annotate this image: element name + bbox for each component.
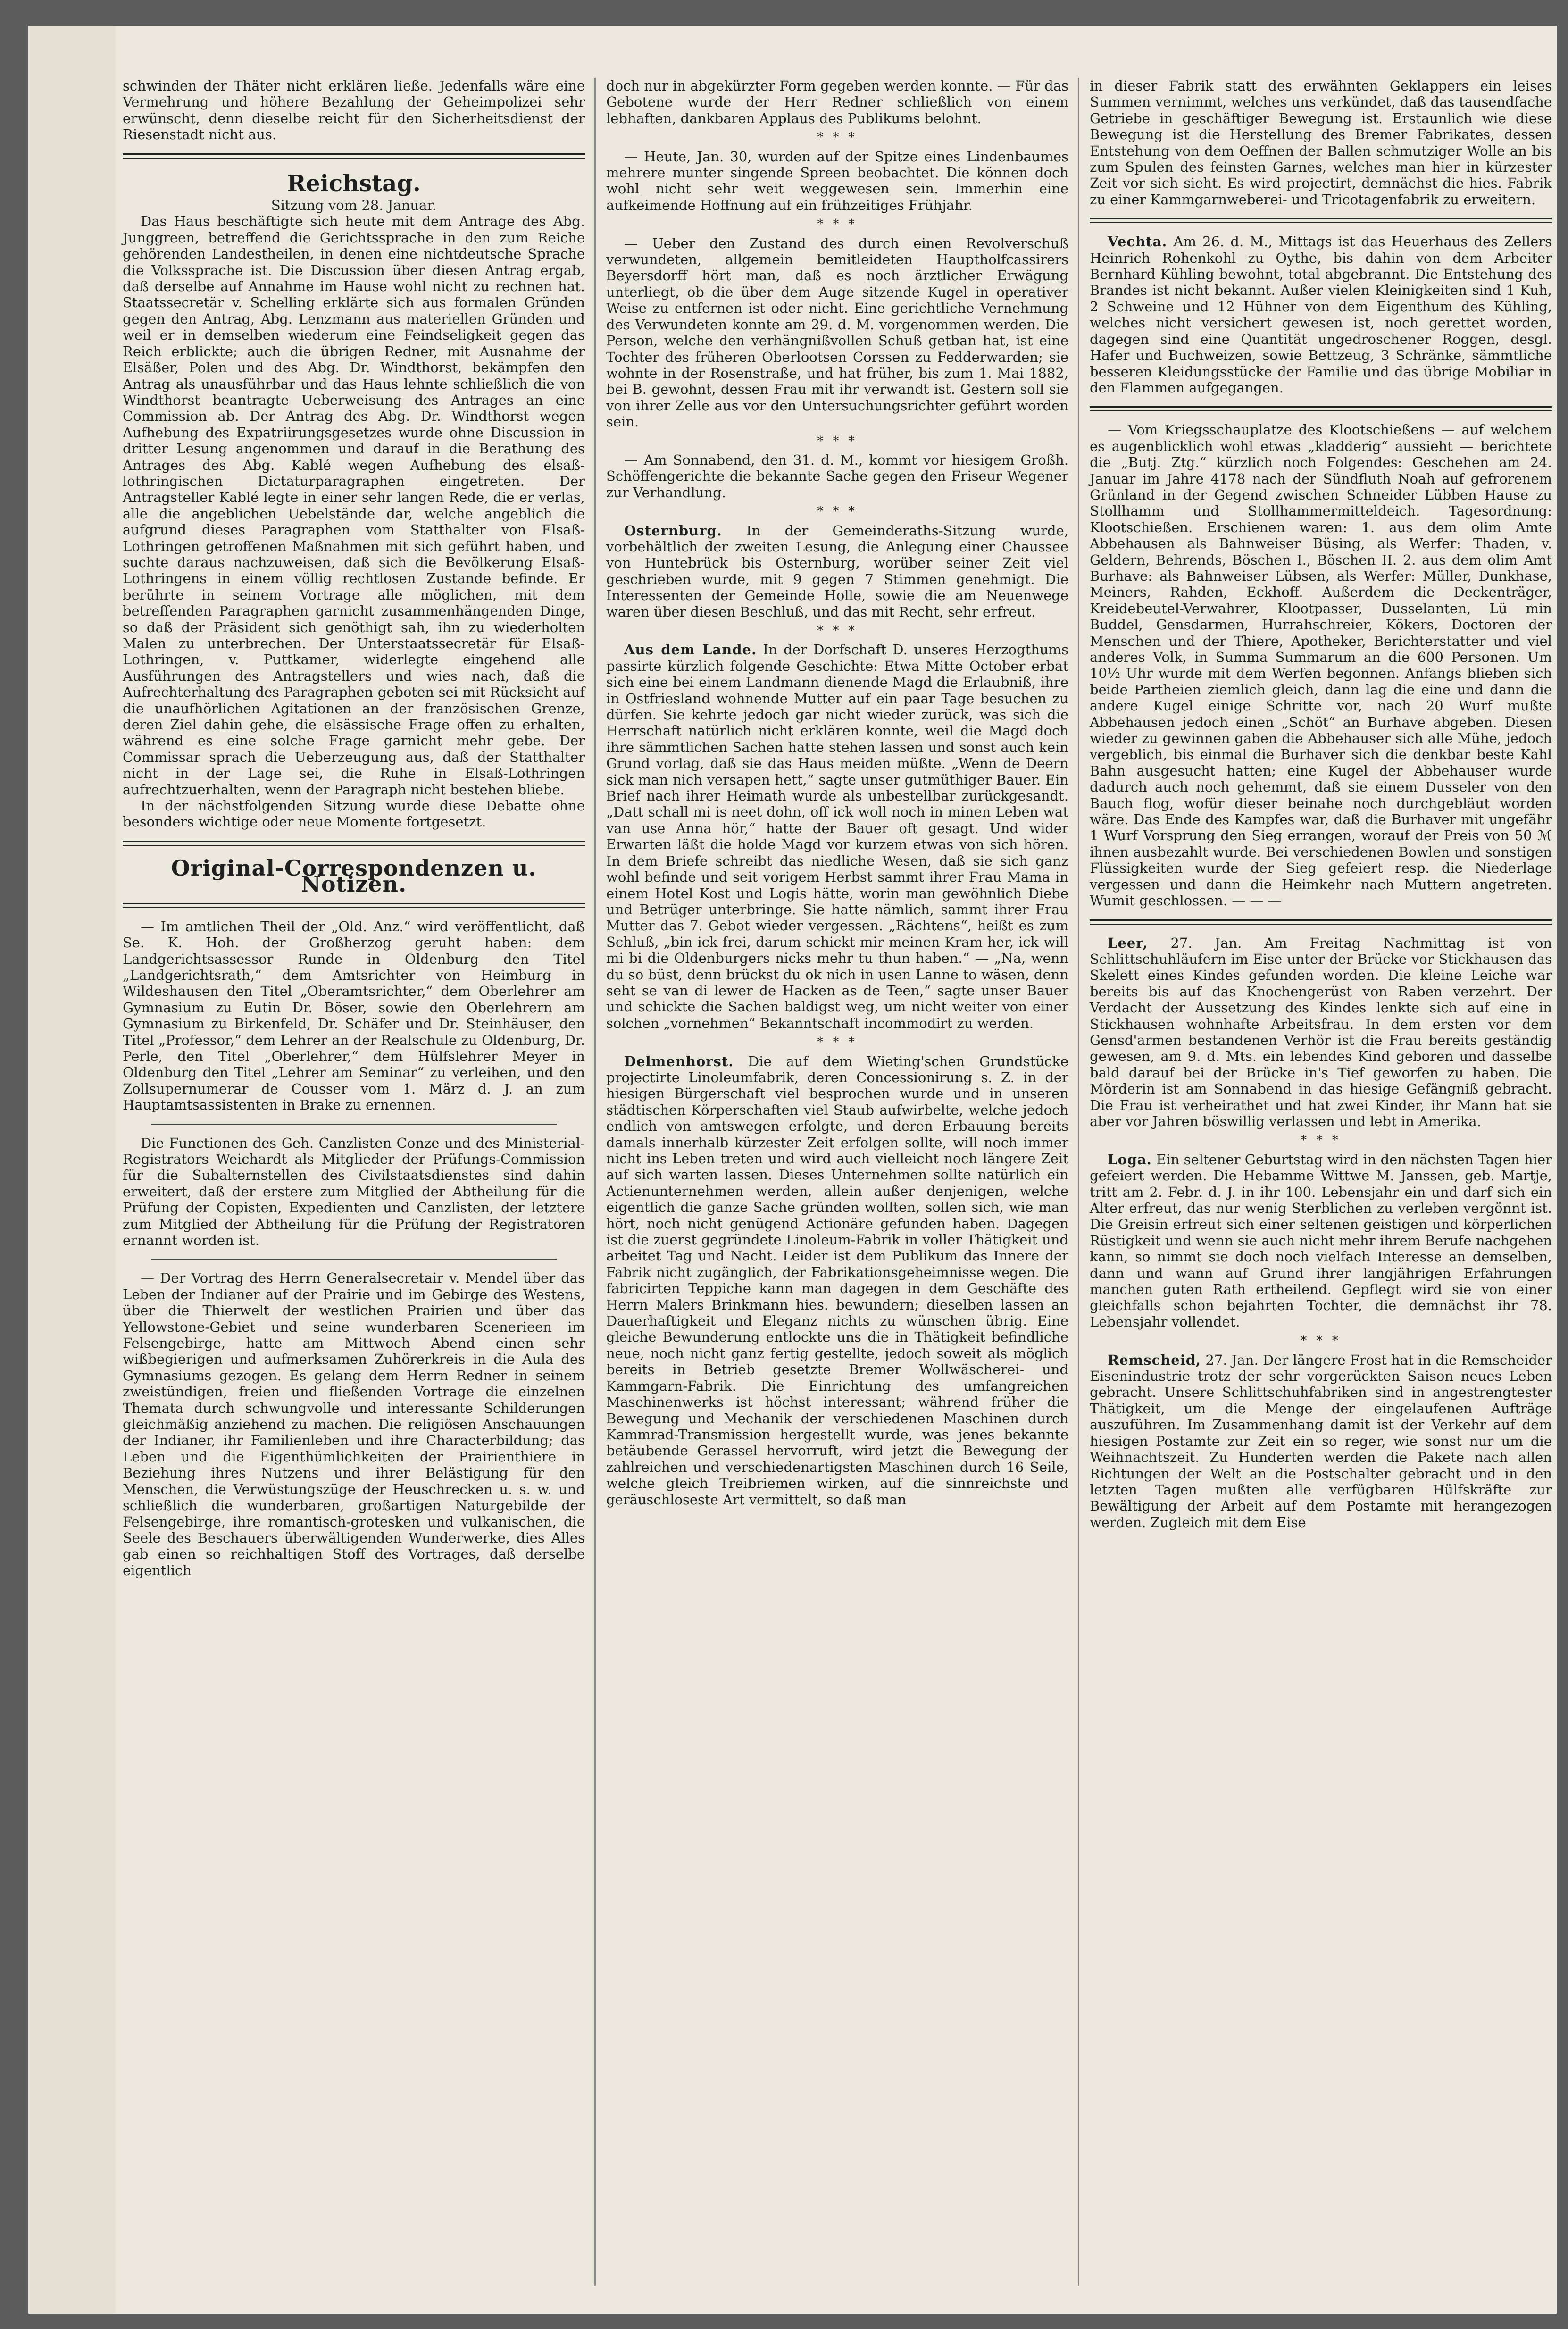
- section-divider: [123, 153, 585, 159]
- reichstag-paragraph: In der nächstfolgenden Sitzung wurde diese Debatte ohne besonders wichtige oder neue Momente fortgesetzt.: [123, 798, 585, 830]
- notice-paragraph: — Heute, Jan. 30, wurden auf der Spitze eines Lindenbaumes mehrere munter singende Spreen beobachtet. Die können doch wohl nicht sehr weit weggewesen sein. Immerhin eine aufkeimende Hoffnung auf ein frühzeitiges Frühjahr.: [606, 148, 1068, 213]
- star-separator: * * *: [817, 217, 858, 232]
- place-name: Leer,: [1108, 935, 1148, 951]
- article-continuation: in dieser Fabrik statt des erwähnten Geklappers ein leises Summen vernimmt, welches uns verkündet, daß das tausendfache Getriebe in geschäftiger Bewegung ist. Erstaunlich wie diese Bewegung ist die Herstellung des Bremer Fabrikates, dessen Entstehung von dem Oeffnen der Ballen schmutziger Wolle an bis zum Spulen des feinsten Garnes, welches man hier in kürzester Zeit vor sich sieht. Es wird projectirt, demnächst die hies. Fabrik zu einer Kammgarnweberei- und Tricotagenfabrik zu erweitern.: [1090, 78, 1552, 208]
- vechta-article: [1090, 234, 1552, 396]
- place-name: Remscheid,: [1108, 1352, 1201, 1368]
- article-text: 27. Jan. Der längere Frost hat in die Remscheider Eisenindustrie trotz der sehr vorgerückten Saison neues Leben gebracht. Unsere Schlittschuhfabriken sind in angestrengtester Thätigkeit, um die Menge der eingelaufenen Aufträge auszuführen. Im Zusammenhang damit ist der Verkehr auf dem hiesigen Postamte zur Zeit ein so reger, wie sonst nur um die Weihnachtszeit. Zu Hunderten werden die Pakete nach allen Richtungen der Welt an die Postschalter gebracht und in den letzten Tagen mußten alle verfügbaren Hülfskräfte zur Bewältigung der Arbeit auf dem Postamte mit herangezogen werden. Zugleich mit dem Eise: [1090, 1352, 1552, 1530]
- page-margin: [28, 26, 116, 2314]
- article-continuation: doch nur in abgekürzter Form gegeben werden konnte. — Für das Gebotene wurde der Herr Redner schließlich von einem lebhaften, dankbaren Applaus des Publikums belohnt.: [606, 78, 1068, 126]
- reichstag-heading: Reichstag.: [287, 170, 421, 197]
- place-name: Loga.: [1108, 1151, 1152, 1168]
- article-continuation: schwinden der Thäter nicht erklären ließe. Jedenfalls wäre eine Vermehrung und höhere Bezahlung der Geheimpolizei sehr erwünscht, denn dieselbe reicht für den Sicherheitsdienst der Riesenstadt nicht aus.: [123, 78, 585, 143]
- column-3: [1090, 78, 1552, 1530]
- remscheid-article: [1090, 1352, 1552, 1530]
- newspaper-page: [28, 26, 1557, 2314]
- star-separator: * * *: [1301, 1133, 1341, 1148]
- article-text: Am 26. d. M., Mittags ist das Heuerhaus des Zellers Heinrich Rohenkohl zu Oythe, bis dahin von dem Arbeiter Bernhard Kühling bewohnt, total abgebrannt. Die Entstehung des Brandes ist nicht bekannt. Außer vielen Kleinigkeiten sind 1 Kuh, 2 Schweine und 12 Hühner von dem Eigenthum des Kühling, welches nicht versichert gewesen ist, noch gerettet worden, dagegen sind eine Quantität ungedroschener Roggen, desgl. Hafer und Buchweizen, sowie Bettzeug, 3 Schränke, sämmtliche besseren Kleidungsstücke der Familie und das übrige Mobiliar in den Flammen aufgegangen.: [1090, 234, 1552, 396]
- column-separator: [594, 78, 596, 2286]
- article-text: 27. Jan. Am Freitag Nachmittag ist von Schlittschuhläufern im Eise unter der Brücke vor Stickhausen das Skelett eines Kindes gefunden worden. Die kleine Leiche war bereits bis auf das Knochengerüst von Raben verzehrt. Der Verdacht der Aussetzung des Kindes lenkte sich auf eine in Stickhausen wohnhafte Arbeitsfrau. In dem ersten vor dem Gensd'armen bestandenen Verhör ist die Frau bereits geständig gewesen, am 9. d. Mts. ein lebendes Kind geboren und dasselbe bald darauf bei der Brücke in's Tief geworfen zu haben. Die Mörderin ist am Sonnabend in das hiesige Gefängniß gebracht. Die Frau ist verheirathet und hat zwei Kinder, ihr Mann hat sie aber vor Jahren böswillig verlassen und lebt in Amerika.: [1090, 935, 1552, 1129]
- section-divider: [123, 903, 585, 908]
- reichstag-paragraph: Das Haus beschäftigte sich heute mit dem Antrage des Abg. Junggreen, betreffend die Gerichtssprache in den zum Reiche gehörenden Landestheilen, in denen eine nichtdeutsche Sprache die Volkssprache ist. Die Discussion über diesen Antrag ergab, daß derselbe auf Annahme im Hause wohl nicht zu rechnen hat. Staatssecretär v. Schelling erklärte sich aus formalen Gründen gegen den Antrag, Abg. Lenzmann aus materiellen Gründen und weil er in demselben wiederum eine Feindseligkeit gegen das Reich erblickte; auch die übrigen Redner, mit Ausnahme der Elsäßer, Polen und des Abg. Dr. Windthorst, bekämpfen den Antrag als unausführbar und das Haus lehnte schließlich die von Windthorst beantragte Ueberweisung des Antrages an eine Commission ab. Der Antrag des Abg. Dr. Windthorst wegen Aufhebung des Expatriirungsgesetzes wurde ohne Discussion in dritter Lesung angenommen und darauf in die Berathung des Antrages des Abg. Kablé wegen Aufhebung des elsaß-lothringischen Dictaturparagraphen eingetreten. Der Antragsteller Kablé legte in einer sehr langen Rede, die er verlas, alle die angeblichen Uebelstände dar, welche angeblich die aufgrund dieses Paragraphen vom Statthalter von Elsaß-Lothringen getroffenen Maßnahmen mit sich geführt haben, und suchte daraus nachzuweisen, daß sich die Bevölkerung Elsaß-Lothringens in einem völlig rechtlosen Zustande befinde. Er berührte in seinem Vortrage alle möglichen, mit dem betreffenden Paragraphen garnicht zusammenhängenden Dinge, so daß der Präsident sich genöthigt sah, ihn zu wiederholten Malen zu unterbrechen. Der Unterstaatssecretär für Elsaß-Lothringen, v. Puttkamer, widerlegte eingehend alle Ausführungen des Antragstellers und wies nach, daß die Aufrechterhaltung des Paragraphen geboten sei mit Rücksicht auf die unaufhörlichen Agitationen an der französischen Grenze, deren Ziel dahin gehe, die elsässische Frage offen zu erhalten, während es eine solche Frage garnicht mehr gebe. Der Commissar sprach die Ueberzeugung aus, daß der Statthalter nicht in der Lage sei, die Ruhe in Elsaß-Lothringen aufrechtzuerhalten, wenn der Paragraph nicht bestehen bliebe.: [123, 213, 585, 798]
- star-separator: * * *: [817, 434, 858, 448]
- article-text: In der Dorfschaft D. unseres Herzogthums passirte kürzlich folgende Geschichte: Etwa Mitte October erbat sich eine bei einem Landmann dienende Magd die Erlaubniß, ihre in Ostfriesland wohnende Mutter auf ein paar Tage besuchen zu dürfen. Sie kehrte jedoch gar nicht wieder zurück, was sich die Herrschaft natürlich nicht erklären konnte, weil die Magd doch ihre sämmtlichen Sachen hatte stehen lassen und sonst auch kein Grund vorlag, daß sie das Haus meiden müßte. „Wenn de Deern sick man nich versapen hett,“ sagte unser gutmüthiger Bauer. Ein Brief nach ihrer Heimath wurde als unbestellbar zurückgesandt. „Datt schall mi is neet dohn, off ick woll noch in minen Leben wat van use Anna hör,“ hatte der Bauer oft gesagt. Und wider Erwarten läßt die holde Magd vor kurzem etwas von sich hören. In dem Briefe schreibt das niedliche Wesen, daß sie sich ganz wohl befinde und seit vorigem Herbst sammt ihrer Frau Mama in einem Hotel Kost und Logis hätte, worin man gewöhnlich Diebe und Betrüger unterbringe. Sie hatte nämlich, sammt ihrer Frau Mutter das 7. Gebot wieder vergessen. „Rächtens“, heißt es zum Schluß, „bin ick frei, darum schickt mir meinen Kram her, ick will mi bi die Oldenburgers nicks mehr tu thun haben.“ — „Na, wenn du so büst, denn brückst du ok nich in usen Lanne to wäsen, denn seht se van di lewer de Hacken as de Teen,“ sagte unser Bauer und schickte die Sachen baldigst weg, um nicht weiter von einer solchen „vornehmen“ Bekanntschaft incommodirt zu werden.: [606, 642, 1068, 1031]
- star-separator: * * *: [817, 1035, 858, 1050]
- leer-article: [1090, 935, 1552, 1130]
- delmenhorst-article: [606, 1053, 1068, 1508]
- lande-article: [606, 642, 1068, 1031]
- place-name: Osternburg.: [624, 522, 722, 539]
- place-name: Delmenhorst.: [624, 1053, 734, 1069]
- column-2: [606, 78, 1068, 1508]
- notice-paragraph: — Am Sonnabend, den 31. d. M., kommt vor hiesigem Großh. Schöffengerichte die bekannte Sache gegen den Friseur Wegener zur Verhandlung.: [606, 451, 1068, 501]
- section-divider: [1090, 919, 1552, 925]
- section-divider: [1090, 406, 1552, 411]
- column-separator: [1078, 78, 1079, 2286]
- correspondence-heading: Original-Correspondenzen u. Notizen.: [171, 855, 537, 897]
- notice-paragraph: — Ueber den Zustand des durch einen Revolverschuß verwundeten, allgemein bemitleideten Hauptholfcassirers Beyersdorff hört man, daß es noch ärztlicher Erwägung unterliegt, ob die über dem Auge sitzende Kugel in operativer Weise zu entfernen ist oder nicht. Eine gerichtliche Vernehmung des Verwundeten konnte am 29. d. M. vorgenommen werden. Die Person, welche den verhängnißvollen Schuß getban hat, ist eine Tochter des früheren Oberlootsen Corssen zu Fedderwarden; sie wohnte in der Rosenstraße, und hat früher, bis zum 1. Mai 1882, bei B. gewohnt, dessen Frau mit ihr verwandt ist. Gestern soll sie von ihrer Zelle aus vor den Untersuchungsrichter geführt worden sein.: [606, 235, 1068, 430]
- article-text: In der Gemeinderaths-Sitzung wurde, vorbehältlich der zweiten Lesung, die Anlegung einer Chaussee von Huntebrück bis Osternburg, worüber seiner Zeit viel geschrieben wurde, mit 9 gegen 7 Stimmen genehmigt. Die Interessenten der Gemeinde Holle, sowie die am Neuenwege waren über diesen Beschluß, und das mit Recht, sehr erfreut.: [606, 522, 1069, 620]
- notice-paragraph: — Im amtlichen Theil der „Old. Anz.“ wird veröffentlicht, daß Se. K. Hoh. der Großherzog geruht haben: dem Landgerichtsassessor Runde in Oldenburg den Titel „Landgerichtsrath,“ dem Amtsrichter von Heimburg in Wildeshausen den Titel „Oberamtsrichter,“ dem Oberlehrer am Gymnasium zu Eutin Dr. Böser, sowie den Oberlehrern am Gymnasium zu Birkenfeld, Dr. Schäfer und Dr. Steinhäuser, den Titel „Professor,“ dem Lehrer an der Realschule zu Oldenburg, Dr. Perle, den Titel „Oberlehrer,“ dem Hülfslehrer Meyer in Oldenburg den Titel „Lehrer am Seminar“ zu verleihen, und den Zollsupernumerar de Cousser vom 1. März d. J. an zum Hauptamtsassistenten in Brake zu ernennen.: [123, 918, 585, 1113]
- osternburg-article: [606, 523, 1068, 620]
- place-name: Vechta.: [1108, 234, 1168, 250]
- reichstag-date: Sitzung vom 28. Januar.: [271, 197, 437, 214]
- loga-article: [1090, 1152, 1552, 1330]
- section-divider: [1090, 218, 1552, 223]
- article-text: Die auf dem Wieting'schen Grundstücke projectirte Linoleumfabrik, deren Concessionirung s. Z. in der hiesigen Bürgerschaft viel besprochen wurde und in unseren städtischen Körperschaften viel Staub aufwirbelte, welche jedoch endlich von amtswegen erfolgte, und deren Erbauung bereits damals innerhalb kürzester Zeit erfolgen sollte, will noch immer nicht ins Leben treten und wird auch vielleicht noch längere Zeit auf sich warten lassen. Dieses Unternehmen sollte natürlich ein Actienunternehmen werden, allein außer denjenigen, welche eigentlich die ganze Sache gründen wollten, sollen sich, wie man hört, noch nicht genügend Actionäre gefunden haben. Dagegen ist die zuerst gegründete Linoleum-Fabrik in voller Thätigkeit und arbeitet Tag und Nacht. Leider ist dem Publikum das Innere der Fabrik nicht zugänglich, der Fabrikationsgeheimnisse wegen. Die fabricirten Teppiche kann man dagegen in dem Geschäfte des Herrn Malers Brinkmann hies. bewundern; dieselben lassen an Dauerhaftigkeit und Eleganz nichts zu wünschen übrig. Eine gleiche Bewunderung entlockte uns die in Thätigkeit befindliche neue, noch nicht ganz fertig gestellte, jedoch soweit als möglich bereits in Betrieb gesetzte Bremer Wollwäscherei- und Kammgarn-Fabrik. Die Einrichtung des umfangreichen Maschinenwerks ist höchst interessant; während früher die Bewegung und Mechanik der verschiedenen Maschinen durch Kammrad-Transmission hergestellt wurde, was jenes bekannte betäubende Gerassel hervorruft, wird jetzt die Bewegung der zahlreichen und verschiedenartigsten Maschinen durch 16 Seile, welche gleich Treibriemen wirken, auf die sinnreichste und geräuschloseste Art vermittelt, so daß man: [606, 1053, 1068, 1508]
- kloot-article: — Vom Kriegsschauplatze des Klootschießens — auf welchem es augenblicklich wohl etwas „kladderig“ aussieht — berichtete die „Butj. Ztg.“ kürzlich noch Folgendes: Geschehen am 24. Januar im Jahre 4178 nach der Sündfluth Noah auf gefrorenem Grünland in der Gegend zwischen Schneider Lübben Hause zu Stollhamm und Stollhammermitteldeich. Tagesordnung: Klootschießen. Erschienen waren: 1. aus dem olim Amte Abbehausen als Bahnweiser Büsing, als Werfer: Thaden, v. Geldern, Behrends, Böschen I., Böschen II. 2. aus dem olim Amt Burhave: als Bahnweiser Lübsen, als Werfer: Müller, Dunkhase, Meiners, Rahden, Eckhoff. Außerdem die Deckenträger, Kreidebeutel-Verwahrer, Klootpasser, Dusselanten, Lü min Buddel, Gensdarmen, Hurrahschreier, Kökers, Doctoren der Menschen und der Thiere, Apotheker, Berichterstatter und viel anderes Volk, in Summa Summarum an die 600 Personen. Um 10½ Uhr wurde mit dem Werfen begonnen. Anfangs blieben sich beide Partheien ziemlich gleich, dann lag die eine und dann die andere Kugel einige Schritte vor, nach 20 Wurf mußte Abbehausen jedoch einen „Schöt“ an Burhave abgeben. Diesen wieder zu gewinnen gaben die Abbehauser sich alle Mühe, jedoch vergeblich, bis einmal die Burhaver sich die denkbar beste Kahl Bahn ausgesucht hatten; eine Kugel der Abbehauser wurde dadurch auch noch gehemmt, daß sie einem Dusseler von den Bauch flog, wofür dieser beinahe noch durchgebläut worden wäre. Das Ende des Kampfes war, daß die Burhaver mit ungefähr 1 Wurf Vorsprung den Sieg errangen, worauf der Preis von 50 ℳ ihnen ausbezahlt wurde. Bei verschiedenen Bowlen und sonstigen Flüssigkeiten wurde der Sieg gefeiert resp. die Niederlage vergessen und dann die Heimkehr nach Muttern angetreten. Wumit geschlossen. — — —: [1090, 422, 1552, 909]
- star-separator: * * *: [817, 130, 858, 145]
- notice-paragraph: Die Functionen des Geh. Canzlisten Conze und des Ministerial-Registrators Weichardt als Mitglieder der Prüfungs-Commission für die Subalternstellen des Civilstaatsdienstes sind dahin erweitert, daß der erstere zum Mitglied der Abtheilung für die Prüfung der Copisten, Expedienten und Canzlisten, der letztere zum Mitglied der Abtheilung für die Prüfung der Registratoren ernannt worden ist.: [123, 1135, 585, 1248]
- article-text: Ein seltener Geburtstag wird in den nächsten Tagen hier gefeiert werden. Die Hebamme Wittwe M. Janssen, geb. Martje, tritt am 2. Febr. d. J. in ihr 100. Lebensjahr ein und darf sich ein Alter erfreut, das nur wenig Sterblichen zu verleben vergönnt ist. Die Greisin erfreut sich einer seltenen geistigen und körperlichen Rüstigkeit und wenn sie auch nicht mehr ihrem Berufe nachgehen kann, so nimmt sie doch noch vielfach Interesse an demselben, dann und wann auf Grund ihrer langjährigen Erfahrungen manchen guten Rath ertheilend. Gepflegt wird sie von einer gleichfalls schon bejahrten Tochter, die demnächst ihr 78. Lebensjahr vollendet.: [1090, 1151, 1552, 1330]
- short-divider: [151, 1259, 557, 1260]
- star-separator: * * *: [817, 624, 858, 638]
- section-divider: [123, 841, 585, 846]
- short-divider: [151, 1124, 557, 1125]
- column-1: [123, 78, 585, 1578]
- notice-paragraph: — Der Vortrag des Herrn Generalsecretair v. Mendel über das Leben der Indianer auf der Prairie und im Gebirge des Westens, über die Thierwelt der westlichen Prairien und über das Yellowstone-Gebiet und seine wunderbaren Scenerieen im Felsengebirge, hatte am Mittwoch Abend einen sehr wißbegierigen und aufmerksamen Zuhörerkreis in die Aula des Gymnasiums gezogen. Es gelang dem Herrn Redner in seinem zweistündigen, freien und fließenden Vortrage die einzelnen Themata durch schwungvolle und interessante Schilderungen gleichmäßig anziehend zu machen. Die religiösen Anschauungen der Indianer, ihr Familienleben und ihre Characterbildung; das Leben und die Eigenthümlichkeiten der Prairienthiere in Beziehung ihres Nutzens und ihrer Belästigung für den Menschen, die Verwüstungszüge der Heuschrecken u. s. w. und schließlich die wunderbaren, großartigen Naturgebilde der Felsengebirge, ihre romantisch-grotesken und vulkanischen, die Seele des Beschauers überwältigenden Wunderwerke, dies Alles gab einen so reichhaltigen Stoff des Vortrages, daß derselbe eigentlich: [123, 1270, 585, 1578]
- star-separator: * * *: [1301, 1334, 1341, 1348]
- star-separator: * * *: [817, 504, 858, 519]
- place-name: Aus dem Lande.: [624, 642, 757, 658]
